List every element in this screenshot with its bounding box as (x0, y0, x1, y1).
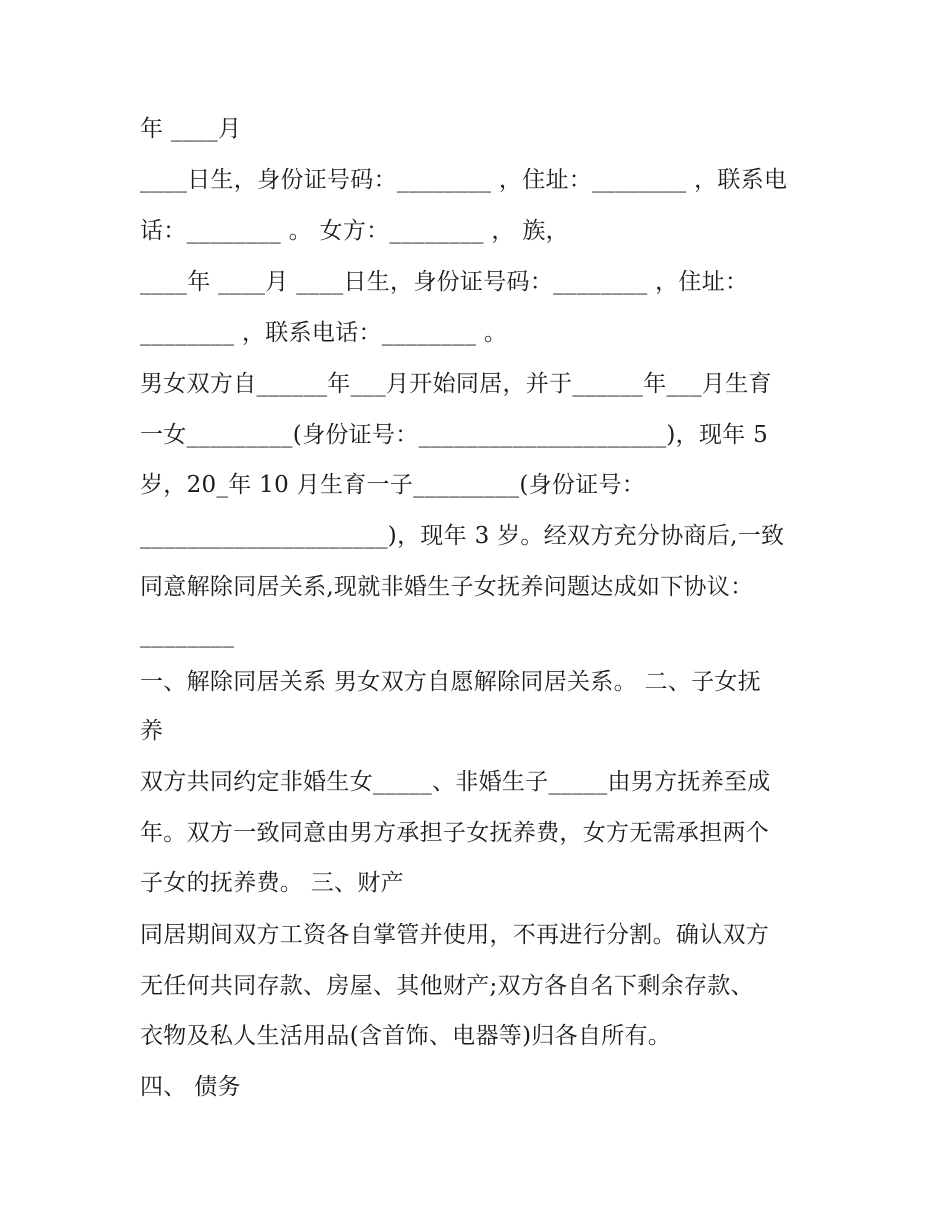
text-line-property-savings: 无任何共同存款、房屋、其他财产;双方各自名下剩余存款、 (140, 973, 754, 999)
text-line-property-personal-items: 衣物及私人生活用品(含首饰、电器等)归各自所有。 (140, 1023, 672, 1049)
text-line-cohabitation-start: 男女双方自______年___月开始同居，并于______年___月生育 (140, 371, 772, 397)
text-line-son-age-agreement: _____________________)，现年 3 岁。经双方充分协商后,一致 (140, 523, 785, 549)
section-heading-property: 子女的抚养费。 三、财产 (140, 870, 404, 896)
section-heading-debts: 四、 债务 (140, 1074, 241, 1100)
text-line-birth-date-continued: 年 ____月 (140, 116, 242, 142)
section-heading-dissolution: 一、解除同居关系 男女双方自愿解除同居关系。 二、子女抚 (140, 669, 762, 695)
text-line-agreement-intro: 同意解除同居关系,现就非婚生子女抚养问题达成如下协议： (140, 574, 754, 600)
text-line-son-info: 岁，20_年 10 月生育一子_________(身份证号： (140, 472, 646, 498)
text-line-property-wages: 同居期间双方工资各自掌管并使用，不再进行分割。确认双方 (140, 922, 770, 948)
text-line-blank: ________ (140, 622, 235, 648)
text-line-female-phone: ________ ，联系电话：________ 。 (140, 320, 508, 346)
text-line-support-costs: 年。双方一致同意由男方承担子女抚养费，女方无需承担两个 (140, 820, 770, 846)
text-line-custody-terms: 双方共同约定非婚生女_____、非婚生子_____由男方抚养至成 (140, 769, 771, 795)
text-line-male-id-address: ____日生，身份证号码：________ ，住址：________ ，联系电 (140, 167, 788, 193)
text-line-custody-continued: 养 (140, 718, 164, 744)
text-line-daughter-info: 一女_________(身份证号：_____________________)，现年 5 (140, 422, 769, 448)
text-line-female-birth-id: ____年 ____月 ____日生，身份证号码：________ ，住址： (140, 269, 749, 295)
text-line-male-phone-female-name: 话：________ 。 女方：________ ， 族， (140, 218, 569, 244)
